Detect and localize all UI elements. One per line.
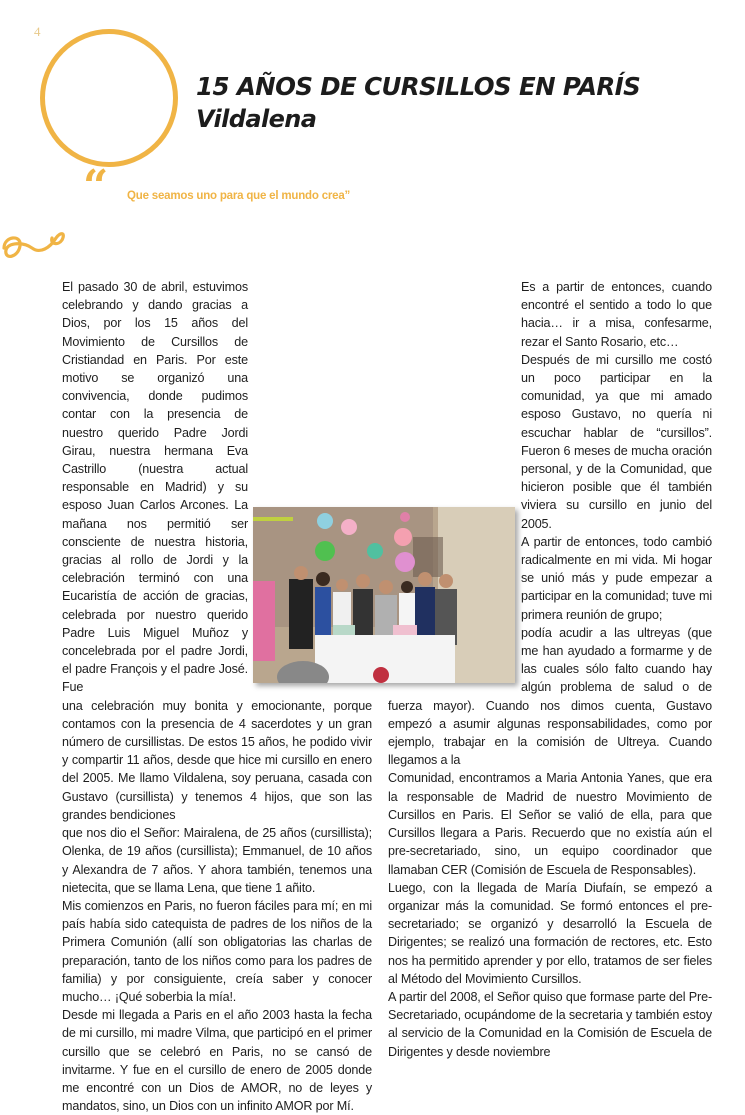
pull-quote: Que seamos uno para que el mundo crea” — [127, 190, 351, 202]
paragraph-wrapped: una celebración muy bonita y emocionante, porque contamos con la presencia de 4 sacerdotes y un gran número de cursillistas. De estos 15 años, he podido vivir y compartir 11 años, desde que hice mi cursillo en enero del 2005. Me llamo Vildalena, soy peruana, casada con Gustavo (cursillista) y tenemos 4 hijos, que son las grandes bendiciones — [62, 698, 372, 822]
paragraph: Después de mi cursillo me costó un poco participar en la comunidad, ya que mi amado esposo Gustavo, no quería ni escuchar hablar de “cursillos”. Fueron 6 meses de mucha oración personal, y de la Comunidad, que hicieron posible que él también viviera su cursillo en junio del 2005. — [521, 352, 712, 531]
flourish-ornament-icon — [0, 218, 70, 268]
paragraph: El pasado 30 de abril, estuvimos celebrando y dando gracias a Dios, por los 15 años del Movimiento de Cursillos de Cristiandad en Paris. Por este motivo se organizó una convivencia, donde pudimos contar con la presencia de nuestro querido Padre Jordi Girau, nuestra hermana Eva Castrillo (nuestra actual responsable en Madrid) y su esposo Juan Carlos Arcones. La mañana nos permitió ser consciente de nuestra historia, gracias al rollo de Jordi y la celebración terminó con una Eucaristía de acción de gracias, celebrada por nuestro querido Padre Luis Miguel Muñoz y concelebrada por el padre Jordi, el padre François y el padre José. Fue — [62, 280, 248, 695]
paragraph: A partir del 2008, el Señor quiso que formase parte del Pre-Secretariado, ocupándome de la secretaria y también estoy al servicio de la Comunidad en la Comisión de Escuela de Dirigentes y desde noviembre — [388, 989, 712, 1059]
paragraph: Es a partir de entonces, cuando encontré el sentido a todo lo que hacia… ir a misa, confesarme, rezar el Santo Rosario, etc… — [521, 280, 712, 349]
paragraph: Desde mi llegada a Paris en el año 2003 hasta la fecha de mi cursillo, mi madre Vilma, que participó en el primer cursillo que se celebró en Paris, no se cansó de invitarme. Y fue en el cursillo de enero de 2005 donde me encontré con un Dios de AMOR, no de leyes y mandatos, sino, un Dios con un infinito AMOR por Mí. — [62, 1008, 372, 1114]
paragraph: que nos dio el Señor: Mairalena, de 25 años (cursillista); Olenka, de 19 años (cursillista); Emmanuel, de 10 años y Alexandra de 7 años. Y ahora también, tenemos una nietecita, que se llama Lena, que tiene 1 añito. — [62, 826, 372, 895]
decorative-circle — [40, 29, 178, 167]
page-number: 4 — [34, 24, 41, 39]
article-author: Vildalena — [196, 105, 317, 133]
group-photo — [253, 507, 515, 683]
article-column-left — [62, 278, 372, 1115]
article-title: 15 AÑOS DE CURSILLOS EN PARÍS — [196, 72, 641, 101]
paragraph: Luego, con la llegada de María Diufaín, se empezó a organizar más la comunidad. Se formó entonces el pre-secretariado; se organizó y desarrolló la Escuela de Dirigentes; se realizó una formación de rectores, etc. Esto nos ha permitido aprender y por ello, tratamos de ser fieles al Método del Movimiento Cursillos. — [388, 880, 712, 986]
paragraph-wrapped: podía acudir a las ultreyas (que me han ayudado a formarme y de las cuales sólo falto cuando hay algún problema de salud o de fuerza mayor). Cuando nos dimos cuenta, Gustavo empezó a asumir algunas responsabilidades, como por ejemplo, trabajar en la comisión de Ultreya. Cuando llegamos a la — [388, 625, 712, 768]
group-photo-image — [253, 507, 515, 683]
quote-mark-icon: “ — [83, 161, 109, 212]
paragraph: Comunidad, encontramos a Maria Antonia Yanes, que era la responsable de Madrid de nuestro Movimiento de Cursillos en Paris. El Señor se valió de ella, para que Cursillos llegara a Paris. Recuerdo que no existía aún el pre-secretariado, sino, un equipo coordinador que llamaban CER (Comisión de Escuela de Responsables). — [388, 771, 712, 877]
paragraph: Mis comienzos en Paris, no fueron fáciles para mí; en mi país había sido catequista de padres de los niños de la Primera Comunión (allí son obligatorias las charlas de preparación, tanto de los niños como para los padres de familia) y por consiguiente, creía saber y conocer mucho… ¡Qué soberbia la mía!. — [62, 898, 372, 1004]
paragraph: A partir de entonces, todo cambió radicalmente en mi vida. Mi hogar se unió más y pude empezar a participar en la comunidad; tuve mi primera reunión de grupo; — [521, 534, 712, 622]
